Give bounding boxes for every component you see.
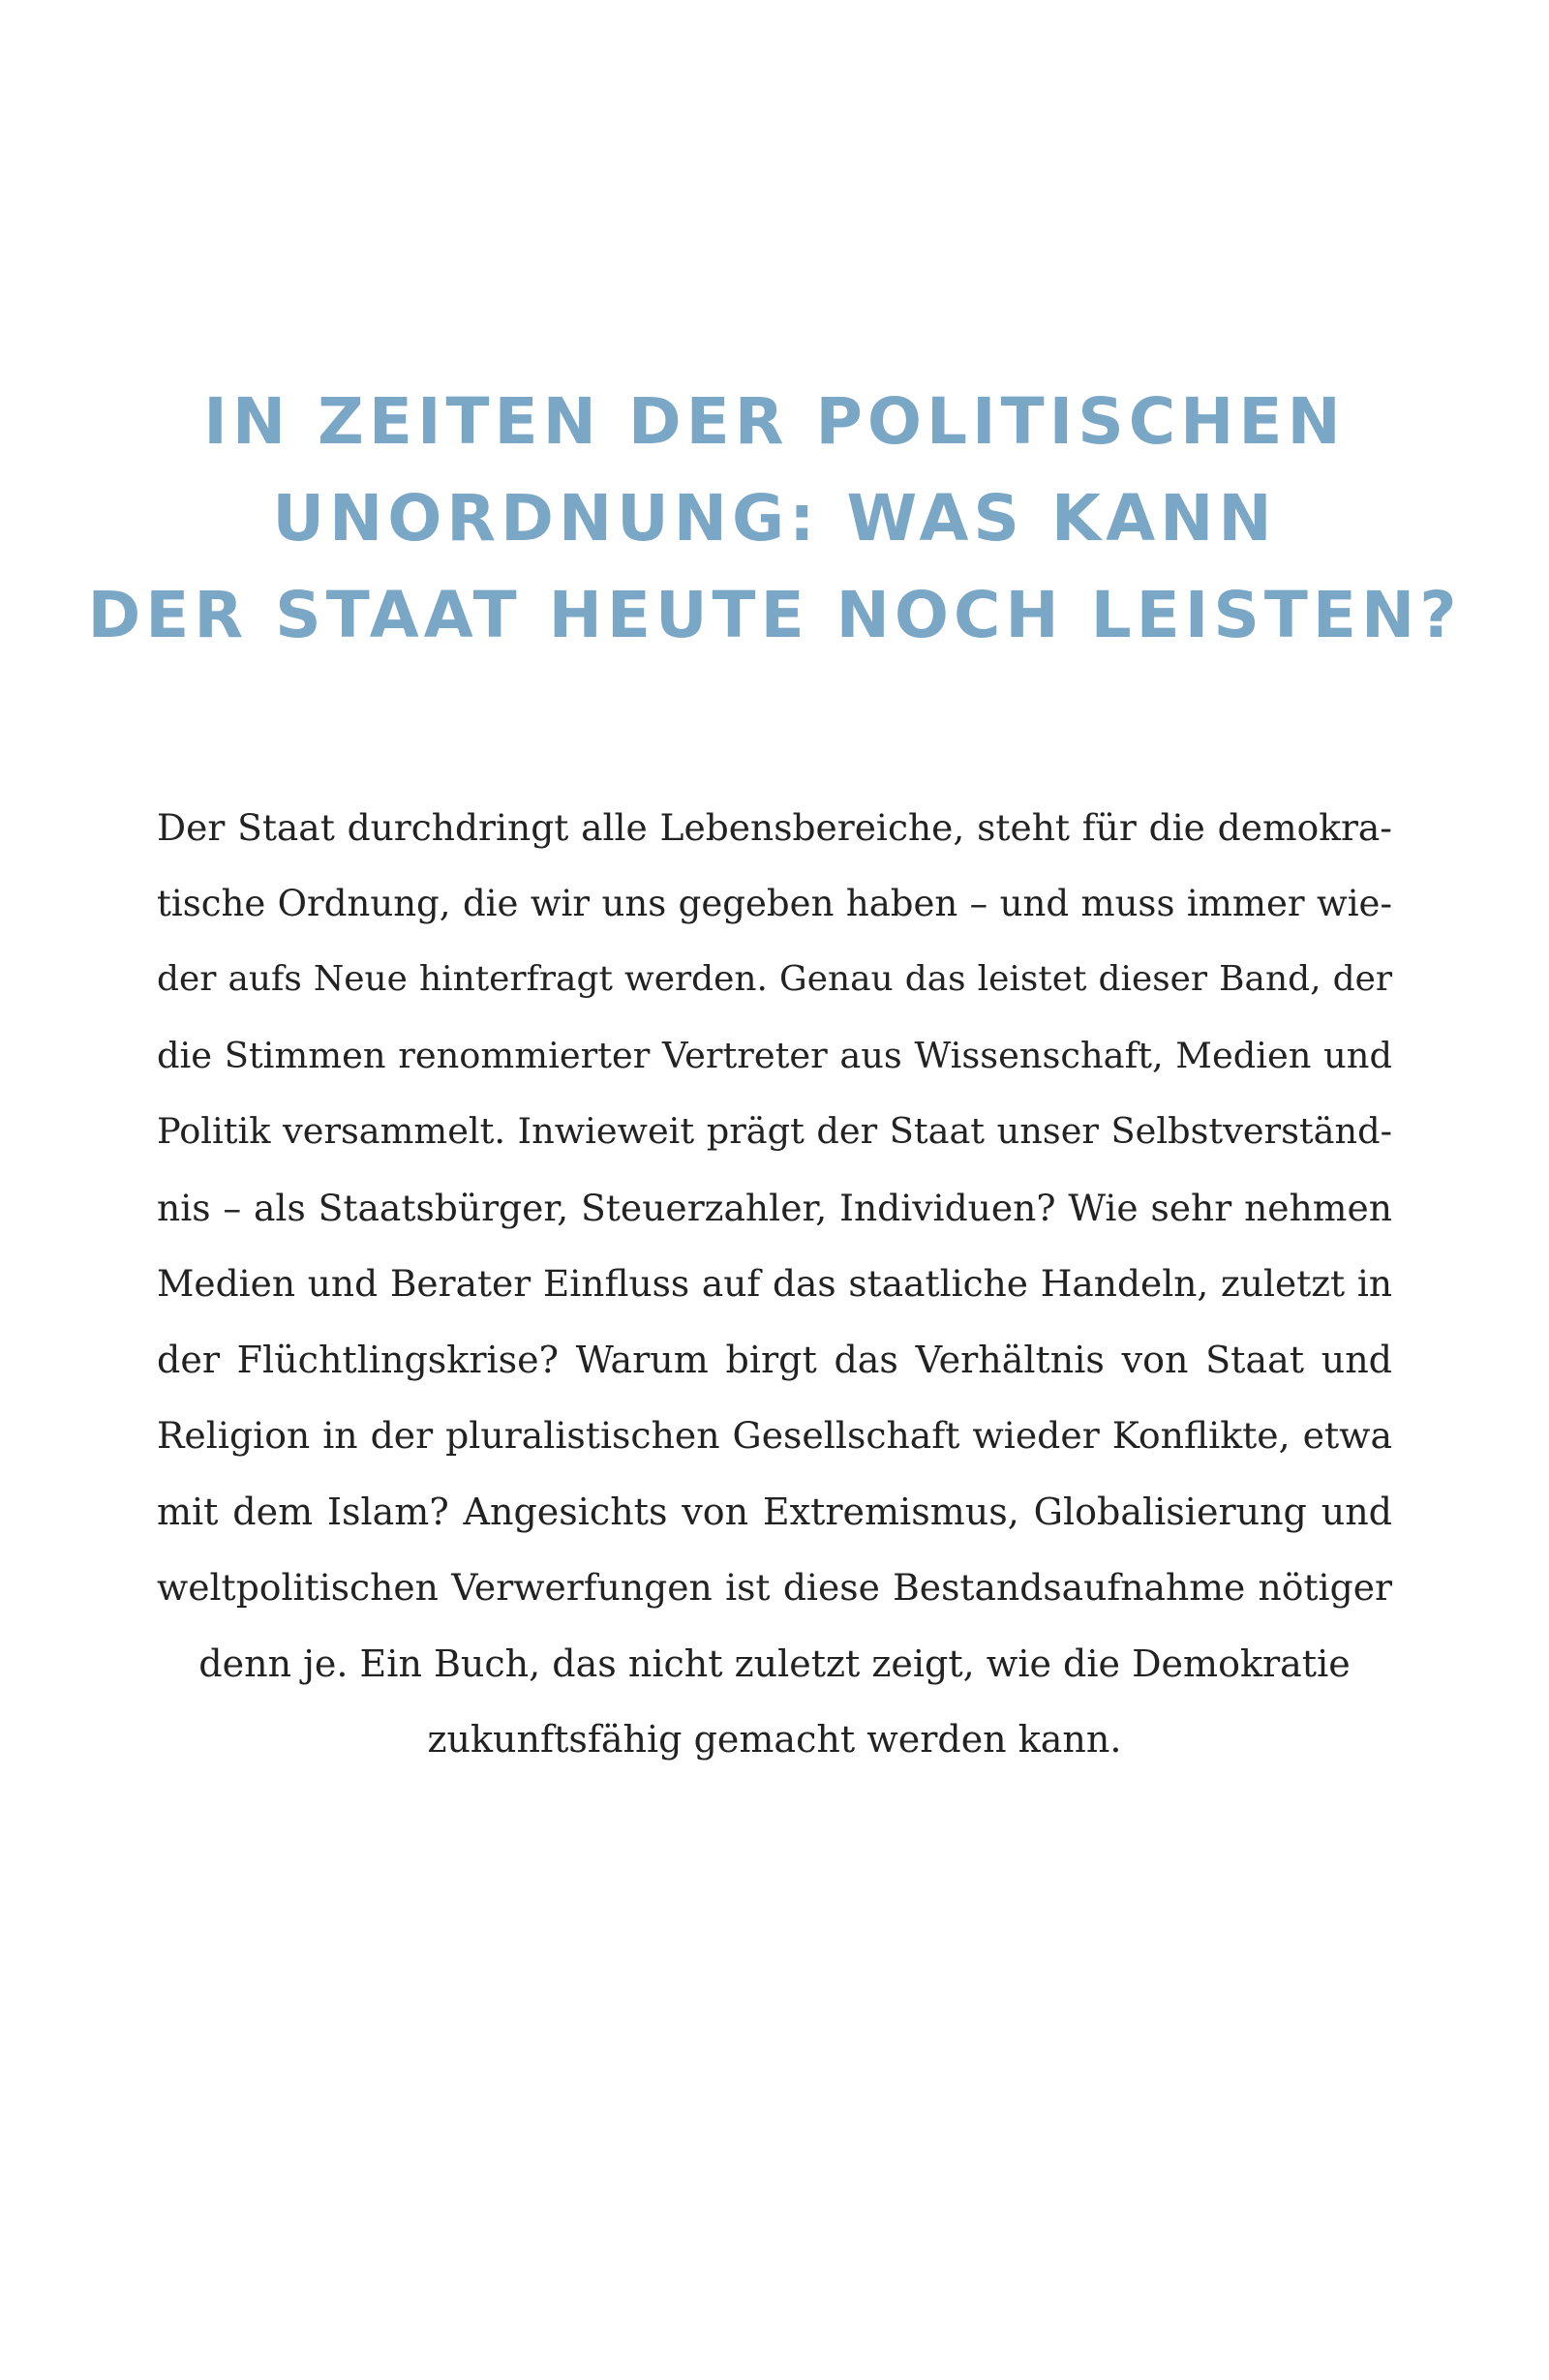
blurb-line: der aufs Neue hinterfragt werden. Genau das leistet dieser Band, der xyxy=(157,959,1392,999)
blurb-line: die Stimmen renommierter Vertreter aus Wissenschaft, Medien und xyxy=(157,1034,1392,1076)
heading-line: IN ZEITEN DER POLITISCHEN xyxy=(203,384,1346,459)
blurb-line: tische Ordnung, die wir uns gegeben haben – und muss immer wie- xyxy=(157,882,1392,924)
blurb-line: der Flüchtlingskrise? Warum birgt das Verhältnis von Staat und xyxy=(157,1338,1392,1381)
heading-line: UNORDNUNG: WAS KANN xyxy=(272,481,1277,556)
blurb-text xyxy=(157,790,1392,1778)
blurb-line: zukunftsfähig gemacht werden kann. xyxy=(427,1718,1122,1761)
blurb-line: nis – als Staatsbürger, Steuerzahler, Individuen? Wie sehr nehmen xyxy=(157,1186,1392,1229)
blurb-line: Der Staat durchdringt alle Lebensbereiche, steht für die demokra- xyxy=(157,806,1392,849)
blurb-line: denn je. Ein Buch, das nicht zuletzt zeigt, wie die Demokratie xyxy=(198,1642,1351,1685)
blurb-line: Religion in der pluralistischen Gesellschaft wieder Konflikte, etwa xyxy=(157,1414,1392,1457)
blurb-line: Politik versammelt. Inwieweit prägt der Staat unser Selbstverständ- xyxy=(157,1110,1392,1152)
blurb-line: mit dem Islam? Angesichts von Extremismus, Globalisierung und xyxy=(157,1490,1392,1533)
page-heading xyxy=(0,374,1549,664)
heading-line: DER STAAT HEUTE NOCH LEISTEN? xyxy=(87,578,1462,652)
blurb-line: Medien und Berater Einfluss auf das staatliche Handeln, zuletzt in xyxy=(157,1262,1392,1305)
blurb-line: weltpolitischen Verwerfungen ist diese Bestandsaufnahme nötiger xyxy=(157,1566,1392,1609)
